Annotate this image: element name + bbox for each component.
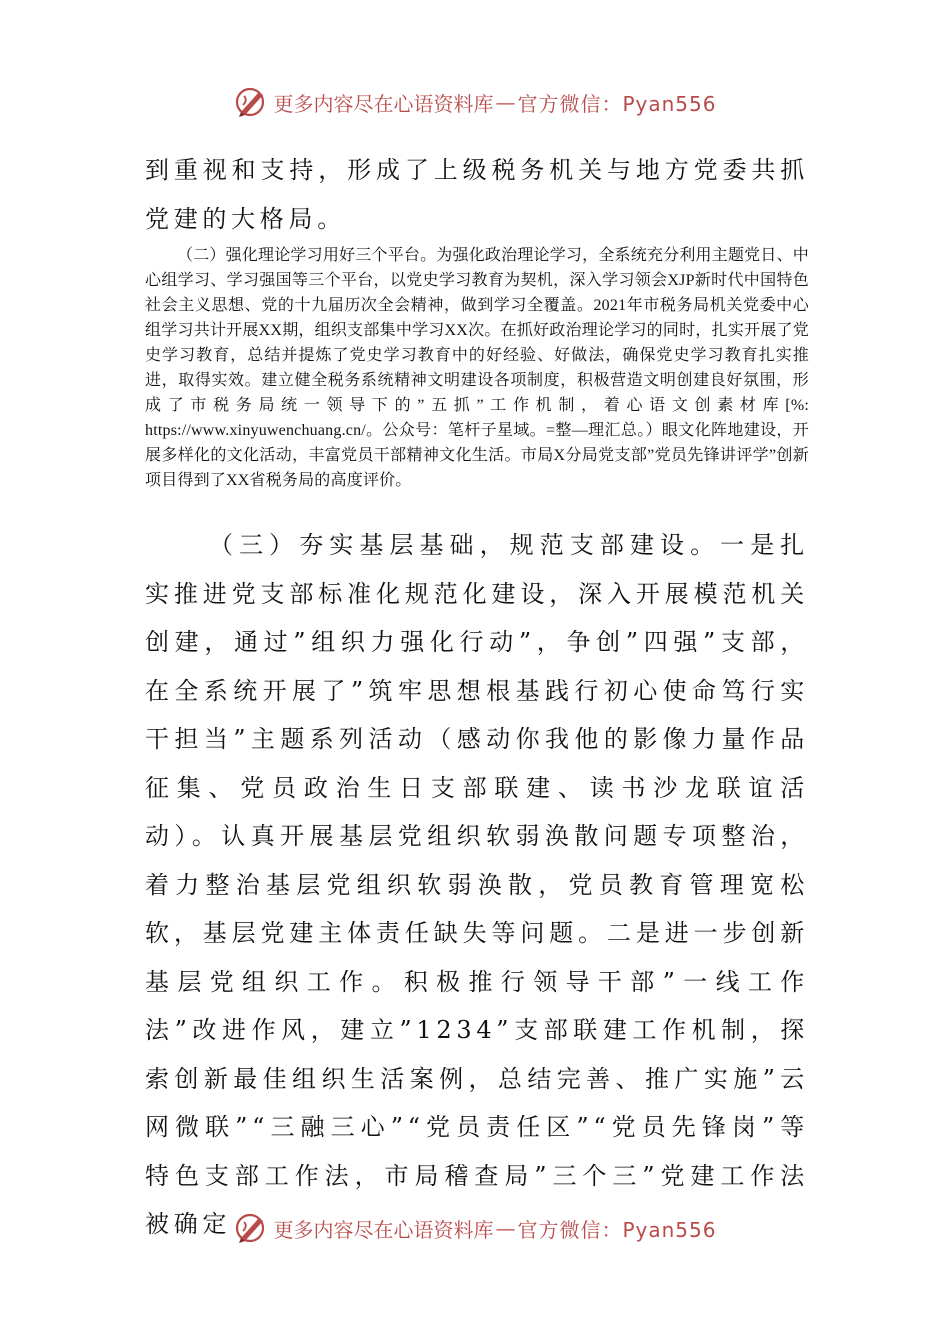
watermark-wechat: 官方微信：Pyan556	[517, 1217, 717, 1242]
watermark-separator: —	[495, 1216, 516, 1240]
paragraph-text: （三）夯实基层基础，规范支部建设。一是扎实推进党支部标准化规范化建设，深入开展模范机关创建，通过”组织力强化行动”，争创”四强”支部，在全系统开展了”筑牢思想根基践行初心使命笃行实干担当”主题系列活动（感动你我他的影像力量作品征集、党员政治生日支部联建、读书沙龙联谊活动）。认真开展基层党组织软弱涣散问题专项整治，着力整治基层党组织软弱涣散，党员教育管理宽松软，基层党建主体责任缺失等问题。二是进一步创新基层党组织工作。积极推行领导干部”一线工作法”改进作风，建立”1234”支部联建工作机制，探索创新最佳组织生活案例，总结完善、推广实施”云网微联”“三融三心”“党员责任区”“党员先锋岗”等特色支部工作法，市局稽查局”三个三”党建工作法被确定	[145, 531, 809, 1238]
watermark-text: 更多内容尽在心语资料库	[273, 1217, 494, 1242]
paragraph-continuation	[145, 146, 809, 243]
paragraph-theory-study	[145, 243, 809, 493]
pen-logo-icon	[233, 1210, 269, 1246]
watermark-separator: —	[495, 90, 516, 114]
pen-logo-icon	[233, 84, 269, 120]
watermark-header	[0, 82, 950, 122]
paragraph-text: 到重视和支持，形成了上级税务机关与地方党委共抓党建的大格局。	[145, 156, 809, 233]
watermark-text: 更多内容尽在心语资料库	[273, 91, 494, 116]
paragraph-grassroots	[145, 521, 809, 1249]
watermark-footer	[0, 1208, 950, 1248]
paragraph-text: （二）强化理论学习用好三个平台。为强化政治理论学习，全系统充分利用主题党日、中心组学习、学习强国等三个平台，以党史学习教育为契机，深入学习领会XJP新时代中国特色社会主义思想、党的十九届历次全会精神，做到学习全覆盖。2021年市税务局机关党委中心组学习共计开展XX期，组织支部集中学习XX次。在抓好政治理论学习的同时，扎实开展了党史学习教育，总结并提炼了党史学习教育中的好经验、好做法，确保党史学习教育扎实推进，取得实效。建立健全税务系统精神文明建设各项制度，积极营造文明创建良好氛围，形成了市税务局统一领导下的”五抓”工作机制，着心语文创素材库[%: https://www.xinyuwenchuang.cn/。公众号：笔杆子星域。=整—理汇总。）眼文化阵地建设，开展多样化的文化活动，丰富党员干部精神文化生活。市局X分局党支部”党员先锋讲评学”创新项目得到了XX省税务局的高度评价。	[145, 247, 809, 489]
watermark-wechat: 官方微信：Pyan556	[517, 91, 717, 116]
